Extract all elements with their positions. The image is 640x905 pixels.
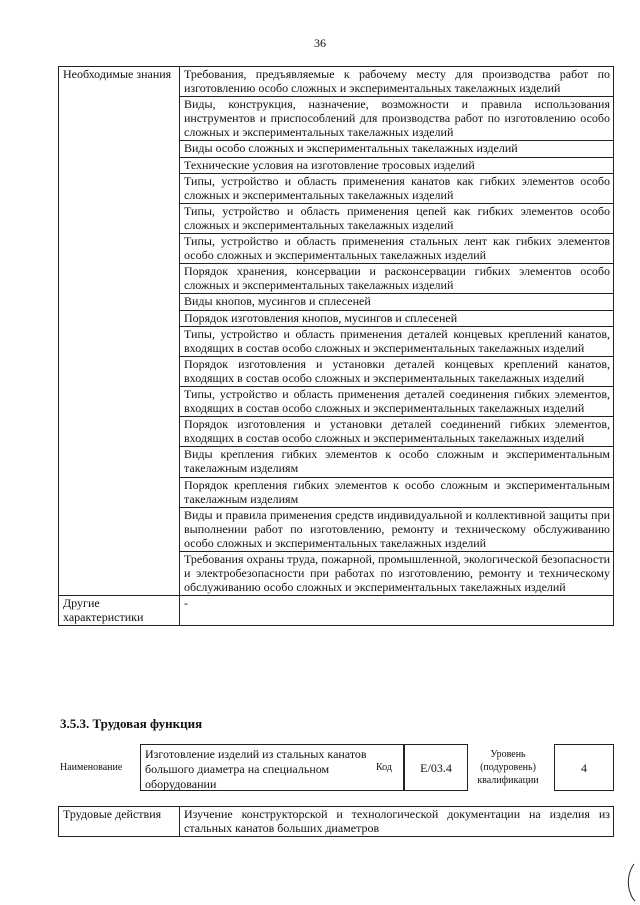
knowledge-item: Типы, устройство и область применения канатов как гибких элементов особо сложных и экспериментальных такелажных изделий xyxy=(180,173,614,203)
labor-actions-table xyxy=(58,806,614,837)
row-label-labor-actions: Трудовые действия xyxy=(59,807,180,837)
row-label-other: Другие характеристики xyxy=(59,596,180,626)
function-header xyxy=(58,744,614,802)
knowledge-item: Виды особо сложных и экспериментальных такелажных изделий xyxy=(180,141,614,157)
knowledge-item: Порядок изготовления и установки деталей соединений гибких элементов, входящих в состав особо сложных и экспериментальных такелажных изделий xyxy=(180,417,614,447)
page-number: 36 xyxy=(314,36,326,50)
margin-bracket-mark xyxy=(624,862,636,902)
knowledge-item: Типы, устройство и область применения стальных лент как гибких элементов особо сложных и экспериментальных такелажных изделий xyxy=(180,234,614,264)
knowledge-item: Порядок хранения, консервации и расконсервации гибких элементов особо сложных и экспериментальных такелажных изделий xyxy=(180,264,614,294)
code-label: Код xyxy=(376,762,392,773)
other-characteristics-value: - xyxy=(180,596,614,626)
knowledge-item: Требования, предъявляемые к рабочему месту для производства работ по изготовлению особо сложных и экспериментальных такелажных изделий xyxy=(180,67,614,97)
row-label-knowledge: Необходимые знания xyxy=(59,67,180,596)
other-characteristics-row xyxy=(59,596,614,626)
knowledge-item: Порядок крепления гибких элементов к особо сложным и экспериментальным такелажным изделиям xyxy=(180,477,614,507)
labor-row xyxy=(59,807,614,837)
knowledge-item: Типы, устройство и область применения деталей концевых креплений канатов, входящих в состав особо сложных и экспериментальных такелажных изделий xyxy=(180,326,614,356)
knowledge-item: Требования охраны труда, пожарной, промышленной, экологической безопасности и электробезопасности при работах по изготовлению, ремонту и техническому обслуживанию особо сложных и экспериментальных такелажных изделий xyxy=(180,552,614,596)
knowledge-item: Виды, конструкция, назначение, возможности и правила использования инструментов и приспособлений для производства работ по изготовлению особо сложных и экспериментальных такелажных изделий xyxy=(180,97,614,141)
knowledge-row xyxy=(59,67,614,97)
level-label: Уровень (подуровень) квалификации xyxy=(477,749,539,786)
knowledge-table xyxy=(58,66,614,626)
knowledge-item: Виды кнопов, мусингов и сплесеней xyxy=(180,294,614,310)
knowledge-item: Технические условия на изготовление тросовых изделий xyxy=(180,157,614,173)
name-value: Изготовление изделий из стальных канатов большого диаметра на специальном оборудовании xyxy=(140,744,404,791)
knowledge-item: Типы, устройство и область применения деталей соединения гибких элементов, входящих в состав особо сложных и экспериментальных такелажных изделий xyxy=(180,386,614,416)
knowledge-item: Виды крепления гибких элементов к особо сложным и экспериментальным такелажным изделиям xyxy=(180,447,614,477)
knowledge-item: Порядок изготовления кнопов, мусингов и сплесеней xyxy=(180,310,614,326)
name-label: Наименование xyxy=(60,762,123,773)
level-value: 4 xyxy=(554,744,614,791)
knowledge-item: Типы, устройство и область применения цепей как гибких элементов особо сложных и экспериментальных такелажных изделий xyxy=(180,203,614,233)
code-value: E/03.4 xyxy=(404,744,468,791)
section-title: 3.5.3. Трудовая функция xyxy=(60,716,203,731)
labor-item: Изучение конструкторской и технологической документации на изделия из стальных канатов больших диаметров xyxy=(180,807,614,837)
knowledge-item: Виды и правила применения средств индивидуальной и коллективной защиты при выполнении работ по изготовлению, ремонту и техническому обслуживанию особо сложных и экспериментальных такелажных изделий xyxy=(180,507,614,551)
knowledge-item: Порядок изготовления и установки деталей концевых креплений канатов, входящих в состав особо сложных и экспериментальных такелажных изделий xyxy=(180,356,614,386)
